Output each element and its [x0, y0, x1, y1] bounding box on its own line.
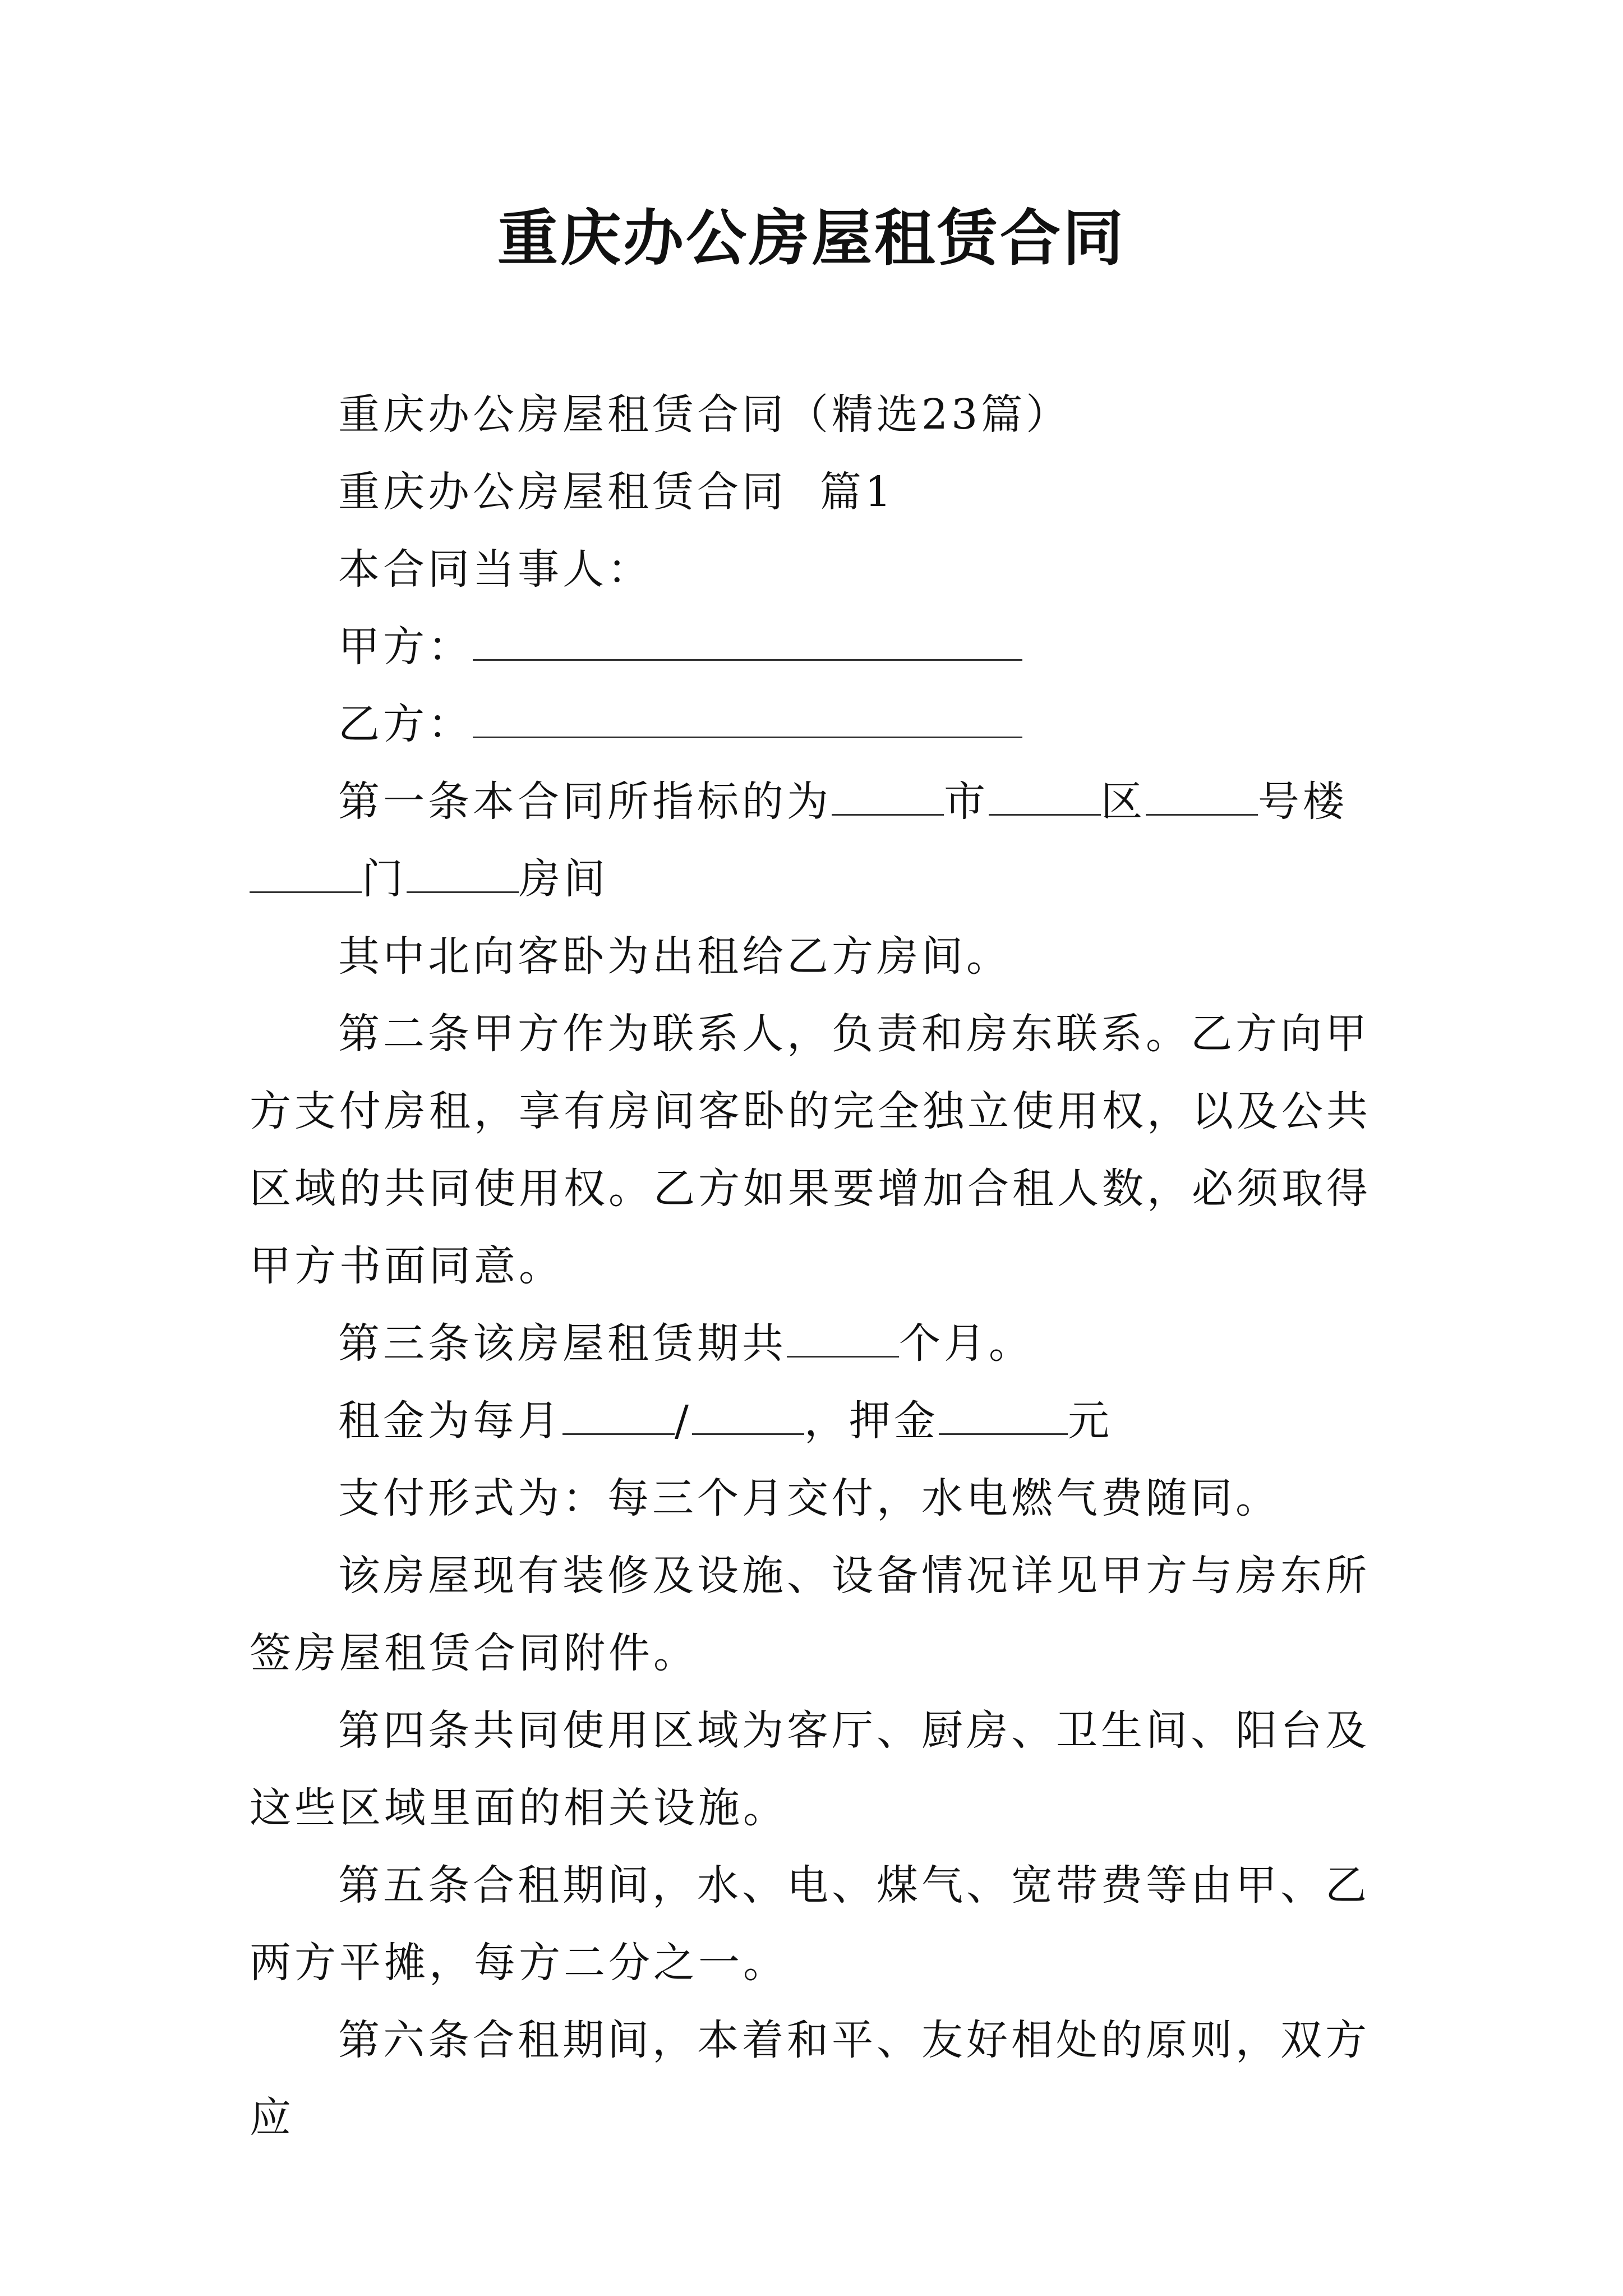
article-6: 第六条合租期间，本着和平、友好相处的原则，双方应 — [250, 2016, 1370, 2142]
article-1-prefix: 第一条本合同所指标的为 — [338, 777, 832, 826]
parties-intro: 本合同当事人： — [338, 545, 652, 593]
rent-blank-2 — [692, 1394, 804, 1435]
part-heading: 重庆办公房屋租赁合同 篇1 — [338, 468, 895, 516]
facilities-line: 该房屋现有装修及设施、设备情况详见甲方与房东所签房屋租赁合同附件。 — [250, 1552, 1370, 1677]
article-1-note: 其中北向客卧为出租给乙方房间。 — [338, 932, 1011, 981]
party-b-line — [250, 685, 1394, 763]
party-a-line — [250, 608, 1394, 685]
city-blank — [832, 775, 944, 816]
collection-heading: 重庆办公房屋租赁合同（精选23篇） — [338, 390, 1071, 439]
article-3-prefix: 第三条该房屋租赁期共 — [338, 1319, 787, 1368]
party-a-blank — [473, 620, 1022, 661]
deposit-blank — [939, 1394, 1068, 1435]
building-blank — [1146, 775, 1258, 816]
article-1 — [250, 763, 1394, 918]
payment-line: 支付形式为：每三个月交付，水电燃气费随同。 — [338, 1474, 1280, 1522]
article-5: 第五条合租期间，水、电、煤气、宽带费等由甲、乙两方平摊，每方二分之一。 — [250, 1861, 1370, 1987]
article-1-room: 房间 — [519, 855, 608, 903]
article-1-city: 市 — [944, 777, 989, 826]
document-body — [250, 376, 1394, 2156]
party-b-label: 乙方： — [338, 700, 473, 748]
article-4: 第四条共同使用区域为客厅、厨房、卫生间、阳台及这些区域里面的相关设施。 — [250, 1706, 1370, 1832]
room-blank — [407, 852, 519, 893]
article-1-district: 区 — [1101, 777, 1146, 826]
article-3 — [250, 1305, 1394, 1382]
rent-unit: 元 — [1067, 1397, 1113, 1445]
rent-line — [250, 1382, 1394, 1460]
rent-deposit: ，押金 — [804, 1397, 939, 1445]
party-b-blank — [473, 697, 1022, 738]
document-title: 重庆办公房屋租赁合同 — [497, 203, 1126, 274]
rent-prefix: 租金为每月 — [338, 1397, 562, 1445]
door-blank — [250, 852, 362, 893]
article-2: 第二条甲方作为联系人，负责和房东联系。乙方向甲方支付房租，享有房间客卧的完全独立使用权，以及公共区域的共同使用权。乙方如果要增加合租人数，必须取得甲方书面同意。 — [250, 1010, 1371, 1290]
article-1-door: 门 — [362, 855, 407, 903]
term-blank — [787, 1317, 899, 1358]
rent-blank-1 — [562, 1394, 675, 1435]
district-blank — [989, 775, 1101, 816]
article-3-suffix: 个月。 — [899, 1319, 1034, 1368]
article-1-building: 号楼 — [1258, 777, 1348, 826]
party-a-label: 甲方： — [338, 623, 473, 671]
rent-slash: / — [675, 1397, 692, 1445]
